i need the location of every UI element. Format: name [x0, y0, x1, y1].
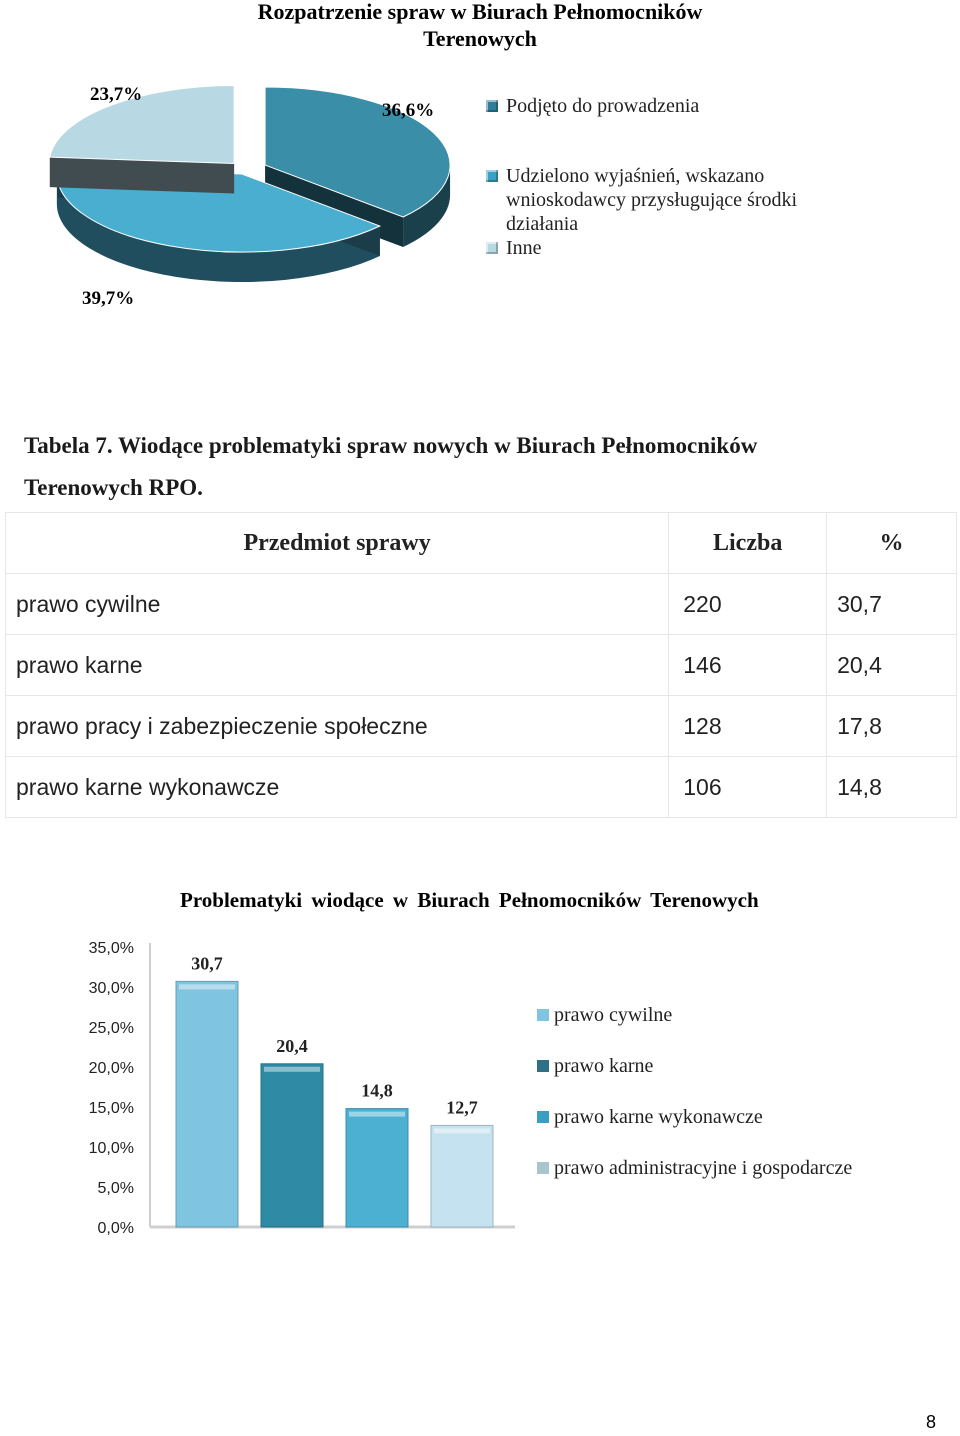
bar-value-label: 30,7: [191, 953, 223, 974]
cell-subject: prawo cywilne: [6, 574, 669, 635]
table-row: [6, 696, 957, 757]
cell-count: 220: [669, 574, 827, 635]
bar-chart-title: Problematyki wiodące w Biurach Pełnomocników Terenowych: [180, 888, 759, 912]
cell-subject: prawo karne: [6, 635, 669, 696]
table-caption: [24, 425, 924, 509]
bar-value-label: 14,8: [361, 1080, 393, 1101]
bar-highlight: [349, 1112, 405, 1117]
legend-label-line: wnioskodawcy przysługujące środki: [506, 189, 798, 211]
cell-subject: prawo pracy i zabezpieczenie społeczne: [6, 696, 669, 757]
legend-label-line: Udzielono wyjaśnień, wskazano: [506, 165, 765, 187]
cell-count: 106: [669, 757, 827, 818]
cell-percent: 30,7: [827, 574, 957, 635]
pie-legend-item: [486, 236, 906, 260]
pie-legend: [486, 94, 906, 260]
caption-line1: Tabela 7. Wiodące problematyki spraw nowych w Biurach Pełnomocników: [24, 433, 758, 458]
legend-label: prawo karne wykonawcze: [554, 1106, 763, 1128]
legend-swatch: [537, 1111, 549, 1123]
pie-title-line2: Terenowych: [423, 26, 537, 51]
legend-label: prawo karne: [554, 1055, 654, 1077]
y-tick-label: 10,0%: [88, 1140, 134, 1157]
header-subject: Przedmiot sprawy: [6, 513, 669, 574]
pie-legend-item: [486, 94, 906, 118]
header-count: Liczba: [669, 513, 827, 574]
legend-label: Inne: [506, 237, 542, 259]
table-row: [6, 757, 957, 818]
bar: [346, 1109, 408, 1227]
cell-count: 146: [669, 635, 827, 696]
pie-title-line1: Rozpatrzenie spraw w Biurach Pełnomocników: [257, 0, 703, 24]
table-header-row: [6, 513, 957, 574]
legend-swatch: [486, 170, 498, 182]
legend-label: prawo cywilne: [554, 1004, 673, 1026]
pie-legend-item: [486, 164, 906, 236]
y-tick-label: 15,0%: [88, 1100, 134, 1117]
bar-chart: [60, 935, 920, 1255]
y-tick-label: 25,0%: [88, 1020, 134, 1037]
cell-subject: prawo karne wykonawcze: [6, 757, 669, 818]
y-tick-label: 30,0%: [88, 980, 134, 997]
legend-label: prawo administracyjne i gospodarcze: [554, 1157, 853, 1179]
pie-label-inne: 23,7%: [90, 84, 143, 105]
legend-label: [506, 164, 797, 236]
bar: [431, 1125, 493, 1227]
bar-value-label: 12,7: [446, 1097, 478, 1118]
bar-highlight: [179, 984, 235, 989]
pie-chart-title: [0, 0, 960, 52]
pie-label-udzielono: 39,7%: [82, 288, 135, 309]
legend-label-line: działania: [506, 213, 579, 235]
bar-highlight: [434, 1128, 490, 1133]
bar: [176, 981, 238, 1227]
legend-swatch: [537, 1009, 549, 1021]
pie-label-podjeto: 36,6%: [382, 100, 435, 121]
cell-count: 128: [669, 696, 827, 757]
problem-table: [5, 512, 957, 818]
page-number: 8: [925, 1412, 936, 1432]
table-row: [6, 574, 957, 635]
legend-swatch: [486, 242, 498, 254]
bar-highlight: [264, 1067, 320, 1072]
caption-line2: Terenowych RPO.: [24, 475, 203, 500]
y-tick-label: 5,0%: [97, 1180, 134, 1197]
table-row: [6, 635, 957, 696]
y-tick-label: 20,0%: [88, 1060, 134, 1077]
legend-swatch: [537, 1162, 549, 1174]
cell-percent: 20,4: [827, 635, 957, 696]
cell-percent: 17,8: [827, 696, 957, 757]
legend-swatch: [486, 100, 498, 112]
y-tick-label: 0,0%: [97, 1220, 134, 1237]
header-percent: %: [827, 513, 957, 574]
legend-label: Podjęto do prowadzenia: [506, 95, 700, 117]
cell-percent: 14,8: [827, 757, 957, 818]
y-tick-label: 35,0%: [88, 940, 134, 957]
bar-value-label: 20,4: [276, 1035, 308, 1056]
bar: [261, 1064, 323, 1227]
legend-swatch: [537, 1060, 549, 1072]
